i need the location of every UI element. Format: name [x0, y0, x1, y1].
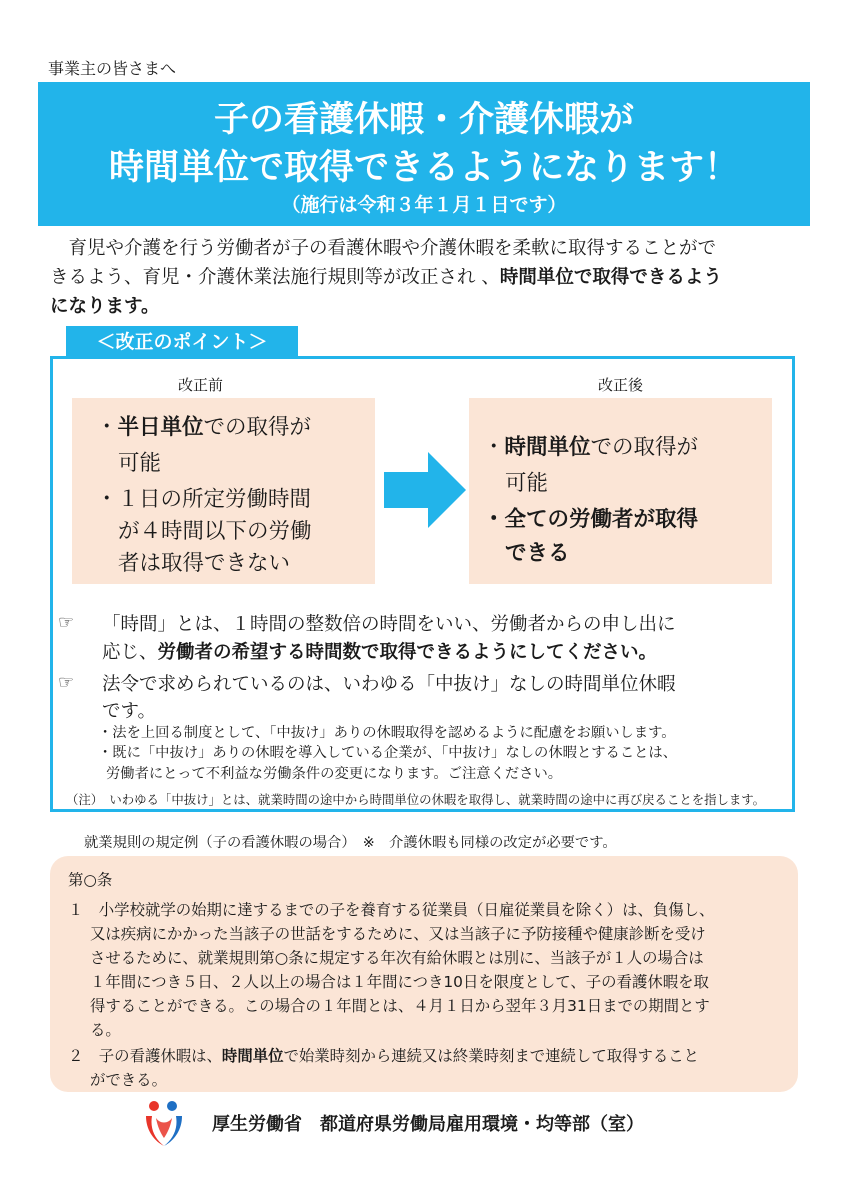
rules-line: 又は疾病にかかった当該子の世話をするために、又は当該子に予防接種や健康診断を受け — [90, 925, 706, 943]
before-text: での取得が — [203, 415, 312, 440]
right-arrow-icon — [384, 452, 466, 528]
intro-paragraph — [50, 234, 795, 321]
before-line: 者は取得できない — [118, 551, 291, 576]
after-bold: 時間単位 — [504, 435, 591, 460]
pointing-hand-icon: ☞ — [58, 672, 75, 693]
rules-heading: 就業規則の規定例（子の看護休暇の場合） ※ 介護休暇も同様の改定が必要です。 — [84, 835, 617, 851]
note-2-line: です。 — [102, 701, 157, 722]
addressee: 事業主の皆さまへ — [48, 59, 177, 78]
intro-line: 育児や介護を行う労働者が子の看護休暇や介護休暇を柔軟に取得することがで — [50, 238, 717, 259]
bullet: ・ — [483, 435, 505, 460]
after-text: での取得が — [590, 435, 699, 460]
sub-note: 労働者にとって不利益な労働条件の変更になります。ご注意ください。 — [106, 766, 563, 782]
intro-bold-text: 時間単位で取得できるよう — [499, 267, 722, 288]
rules-bold-text: 時間単位 — [221, 1047, 284, 1065]
after-line: ・全ての労働者が取得 — [483, 507, 699, 532]
note-bold-text: 労働者の希望する時間数で取得できるようにしてください。 — [157, 642, 658, 663]
before-line: ・１日の所定労働時間 — [96, 487, 312, 512]
intro-line — [50, 263, 795, 292]
rules-line: 得することができる。この場合の１年間とは、４月１日から翌年３月31日までの期間とす — [90, 997, 710, 1015]
intro-line: になります。 — [50, 296, 160, 317]
title-line-1: 子の看護休暇・介護休暇が — [213, 100, 634, 140]
before-line — [96, 410, 311, 441]
after-line — [483, 430, 698, 461]
footnote: （注） いわゆる「中抜け」とは、就業時間の途中から時間単位の休暇を取得し、就業時間の途中に再び戻ることを指します。 — [66, 792, 766, 807]
rules-line: ができる。 — [90, 1071, 167, 1089]
note-text: 応じ、 — [102, 642, 158, 663]
rules-box — [50, 856, 798, 1092]
sub-note: ・法を上回る制度として、「中抜け」ありの休暇取得を認めるように配慮をお願いします。 — [98, 725, 676, 741]
footer-ministry: 厚生労働省 都道府県労働局雇用環境・均等部（室） — [212, 1114, 644, 1135]
title-banner — [38, 82, 810, 226]
effective-date: （施行は令和３年１月１日です） — [281, 194, 567, 216]
sub-note: ・既に「中抜け」ありの休暇を導入している企業が、「中抜け」なしの休暇とすることは、 — [98, 745, 678, 761]
rules-line: る。 — [90, 1021, 121, 1039]
after-label: 改正後 — [598, 376, 644, 394]
rules-line — [68, 1044, 699, 1066]
rules-article: 第○条 — [68, 871, 113, 889]
note-2-line: 法令で求められているのは、いわゆる「中抜け」なしの時間単位休暇 — [102, 674, 676, 695]
note-1-line: 「時間」とは、１時間の整数倍の時間をいい、労働者からの申し出に — [102, 614, 676, 635]
before-box — [72, 398, 375, 584]
after-line: できる — [505, 541, 570, 566]
before-line: 可能 — [118, 451, 162, 476]
rules-line: １ 小学校就学の始期に達するまでの子を養育する従業員（日雇従業員を除く）は、負傷し、 — [68, 901, 715, 919]
bullet: ・ — [96, 415, 118, 440]
before-bold: 半日単位 — [117, 415, 204, 440]
rules-line: １年間につき５日、２人以上の場合は１年間につき10日を限度として、子の看護休暇を取 — [90, 973, 709, 991]
before-label: 改正前 — [178, 376, 224, 394]
pointing-hand-icon: ☞ — [58, 612, 75, 633]
intro-text: きるよう、育児・介護休業法施行規則等が改正され 、 — [50, 267, 500, 288]
after-line: 可能 — [505, 471, 549, 496]
rules-text: ２ 子の看護休暇は、 — [68, 1047, 222, 1065]
rules-line: させるために、就業規則第○条に規定する年次有給休暇とは別に、当該子が１人の場合は — [90, 949, 704, 967]
rules-text: で始業時刻から連続又は終業時刻まで連続して取得すること — [283, 1047, 700, 1065]
points-tab: ＜改正のポイント＞ — [66, 326, 298, 358]
before-line: が４時間以下の労働 — [118, 519, 312, 544]
mhlw-logo-icon — [142, 1098, 186, 1148]
title-line-2: 時間単位で取得できるようになります！ — [108, 148, 739, 188]
note-1-line — [102, 638, 657, 664]
after-box — [469, 398, 772, 584]
